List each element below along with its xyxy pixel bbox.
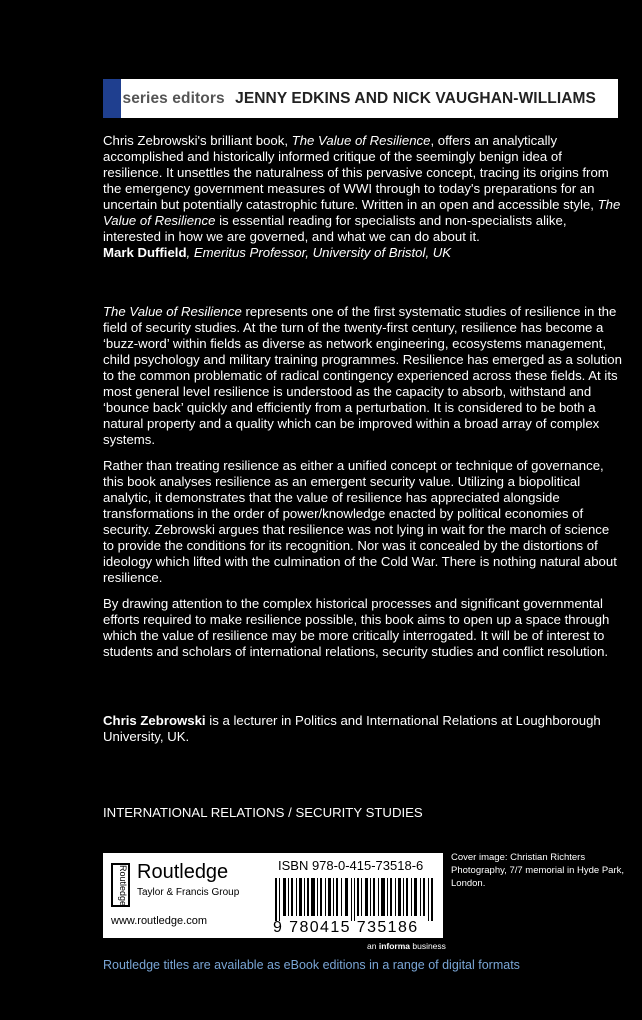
ebook-note: Routledge titles are available as eBook editions in a range of digital formats bbox=[103, 958, 520, 972]
endorsement bbox=[103, 133, 623, 261]
informa-business: an informa business bbox=[367, 941, 446, 951]
routledge-logo-icon: Routledge bbox=[111, 863, 130, 907]
cover-credit: Cover image: Christian Richters Photography, 7/7 memorial in Hyde Park, London. bbox=[451, 852, 625, 889]
endorsement-author bbox=[103, 245, 623, 261]
subject-category: INTERNATIONAL RELATIONS / SECURITY STUDIES bbox=[103, 805, 423, 820]
endorser-name: Mark Duffield bbox=[103, 245, 187, 260]
barcode-number: 9 780415 735186 bbox=[273, 919, 419, 936]
description-paragraph-1: The Value of Resilience represents one of the first systematic studies of resilience in the field of security studies. At the turn of the twenty-first century, resilience has become a ‘buzz-word’ within fields as diverse as network engineering, ecosystems management, child psychology and military training programmes. Resilience has emerged as a solution to the common problematic of radical contingency experienced across these fields. At its most general level resilience is understood as the capacity to absorb, withstand and ‘bounce back’ quickly and efficiently from a perturbation. It is considered to be both a natural property and a quality which can be improved within a broad array of complex systems. bbox=[103, 304, 622, 447]
description-paragraph-3: By drawing attention to the complex historical processes and significant governmental efforts required to make resilience possible, this book aims to open up a space through which the value of resilience may be more critically interrogated. It will be of interest to students and scholars of international relations, security studies and conflict resolution. bbox=[103, 596, 610, 659]
description-paragraph-2: Rather than treating resilience as either a unified concept or technique of governance, this book analyses resilience as an emergent security value. Utilizing a biopolitical analytic, it demonstrates that the value of resilience has appreciated alongside transformations in the order of power/knowledge enacted by political economies of security. Zebrowski argues that resilience was not lying in wait for the march of science to provide the conditions for its recognition. Nor was it concealed by the distortions of ideology which lifted with the culmination of the Cold War. There is nothing natural about resilience. bbox=[103, 458, 617, 585]
book-description bbox=[103, 304, 623, 670]
endorsement-quote: Chris Zebrowski's brilliant book, The Value of Resilience, offers an analytically accomplished and historically informed critique of the seemingly benign idea of resilience. It unsettles the naturalness of this pervasive concept, tracing its origins from the emergency government measures of WWI through to today's preparations for an uncertain but potentially catastrophic future. Written in an open and accessible style, The Value of Resilience is essential reading for specialists and non-specialists alike, interested in how we are governed, and what we can do about it. bbox=[103, 133, 621, 244]
author-name: Chris Zebrowski bbox=[103, 713, 206, 728]
publisher-website: www.routledge.com bbox=[111, 915, 207, 927]
isbn: ISBN 978-0-415-73518-6 bbox=[278, 858, 424, 873]
book-title: The Value of Resilience bbox=[103, 197, 621, 228]
publisher-group: Taylor & Francis Group bbox=[137, 887, 240, 898]
accent-bar bbox=[103, 79, 121, 118]
barcode-icon bbox=[275, 878, 435, 921]
series-band bbox=[103, 79, 618, 118]
series-editors-line bbox=[122, 90, 596, 108]
publisher-name: Routledge bbox=[137, 861, 229, 883]
author-bio-text: is a lecturer in Politics and International Relations at Loughborough University, UK. bbox=[103, 713, 601, 744]
endorser-role: , Emeritus Professor, University of Bristol, UK bbox=[186, 245, 452, 260]
publisher-barcode-box bbox=[103, 853, 443, 938]
author-bio bbox=[103, 713, 623, 745]
series-editors-names: JENNY EDKINS AND NICK VAUGHAN-WILLIAMS bbox=[235, 90, 596, 107]
series-editors-label: series editors bbox=[122, 90, 225, 107]
book-title: The Value of Resilience bbox=[291, 133, 431, 148]
